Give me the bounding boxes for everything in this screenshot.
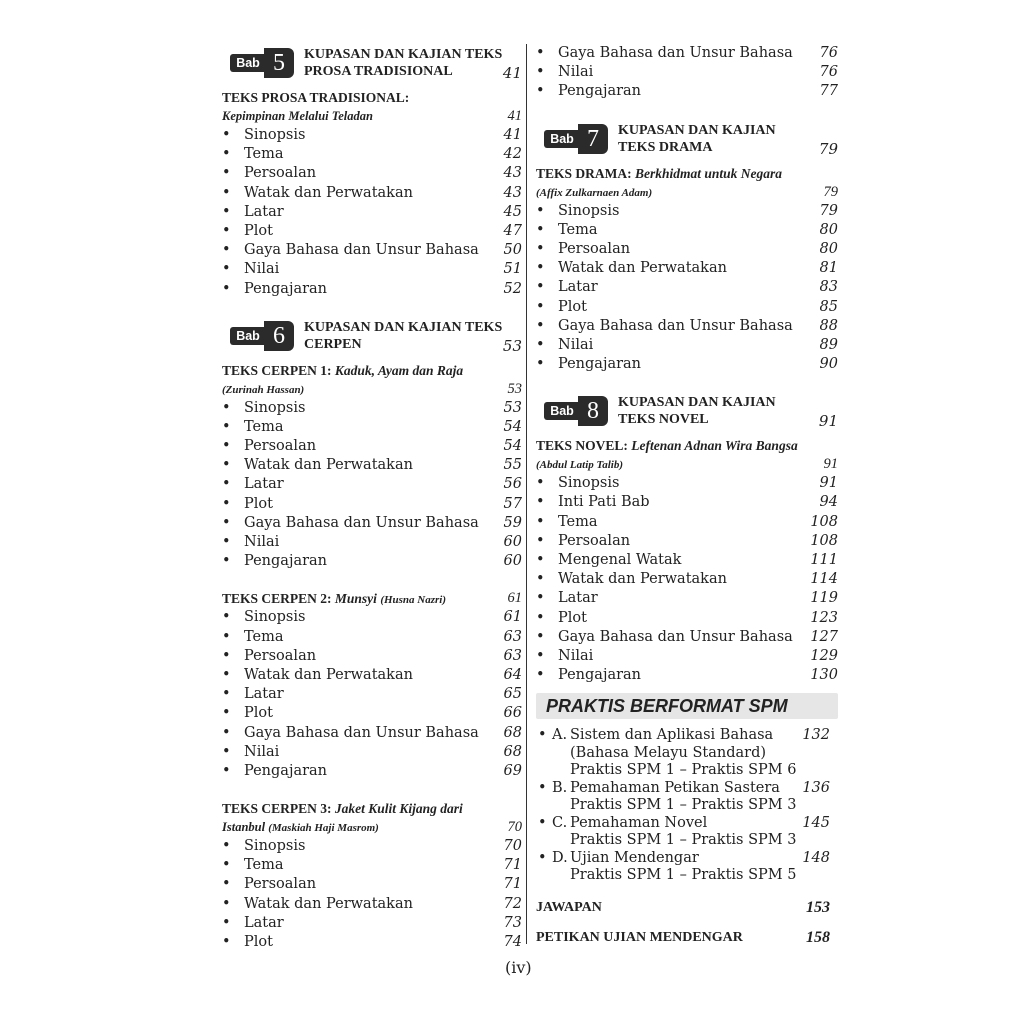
praktis-entry: [536, 727, 838, 780]
toc-entry: [222, 533, 522, 552]
toc-entry: [536, 240, 838, 259]
section-title: TEKS CERPEN 3: Jaket Kulit Kijang dari: [222, 801, 463, 817]
toc-entry-label: Pengajaran: [244, 280, 328, 297]
toc-entry: [536, 609, 838, 628]
toc-entry-page: 66: [503, 705, 522, 722]
toc-entry: [222, 399, 522, 418]
toc-entry: [536, 44, 838, 63]
toc-entry: [536, 532, 838, 551]
column-divider: [526, 44, 527, 944]
toc-entry-label: Sinopsis: [558, 202, 620, 219]
toc-entry-page: 85: [819, 298, 838, 315]
page-number: 53: [502, 336, 522, 355]
toc-entry-label: Sinopsis: [244, 399, 306, 416]
toc-entry: [536, 202, 838, 221]
toc-entry: [222, 724, 522, 743]
toc-entry-page: 108: [810, 513, 838, 530]
toc-entry-label: Watak dan Perwatakan: [244, 457, 413, 474]
toc-list-cerpen1: [222, 399, 522, 572]
section-subtitle: Kepimpinan Melalui Teladan 41: [222, 108, 522, 124]
toc-entry-page: 130: [810, 667, 838, 684]
toc-entry-label: Nilai: [244, 261, 280, 278]
toc-entry-label: Sinopsis: [244, 609, 306, 626]
toc-entry-page: 79: [819, 202, 838, 219]
toc-entry-page: 60: [503, 553, 522, 570]
toc-entry-page: 80: [819, 240, 838, 257]
toc-entry-label: Latar: [244, 476, 284, 493]
chapter-title: KUPASAN DAN KAJIAN TEKS CERPEN: [304, 319, 503, 352]
toc-entry: [536, 317, 838, 336]
toc-entry-page: 70: [503, 838, 522, 855]
toc-entry-label: Gaya Bahasa dan Unsur Bahasa: [558, 628, 793, 645]
toc-entry: [536, 493, 838, 512]
praktis-entry: [536, 780, 838, 815]
toc-entry-label: Latar: [244, 914, 284, 931]
toc-entry-label: Watak dan Perwatakan: [244, 895, 413, 912]
toc-entry-label: Nilai: [558, 64, 594, 81]
toc-entry-label: Persoalan: [244, 647, 317, 664]
toc-entry: [222, 837, 522, 856]
toc-entry: [222, 437, 522, 456]
toc-list-drama: [536, 202, 838, 375]
toc-entry: [222, 514, 522, 533]
toc-left-column: [222, 44, 522, 952]
praktis-line: Pemahaman Petikan Sastera: [570, 779, 780, 796]
toc-entry-page: 71: [503, 857, 522, 874]
toc-entry-page: 63: [503, 628, 522, 645]
toc-entry: [222, 875, 522, 894]
toc-entry-page: 129: [810, 647, 838, 664]
toc-entry-page: 81: [819, 260, 838, 277]
toc-entry-page: 91: [819, 475, 838, 492]
toc-entry-page: 56: [503, 476, 522, 493]
toc-entry-label: Gaya Bahasa dan Unsur Bahasa: [244, 242, 479, 259]
toc-entry-label: Persoalan: [244, 165, 317, 182]
toc-right-column: [536, 44, 838, 953]
toc-entry-label: Watak dan Perwatakan: [244, 184, 413, 201]
toc-entry-page: 127: [810, 628, 838, 645]
praktis-page: 132: [802, 727, 830, 744]
toc-entry-page: 69: [503, 762, 522, 779]
toc-entry-label: Sinopsis: [558, 475, 620, 492]
praktis-line: Ujian Mendengar: [570, 849, 699, 866]
toc-entry-page: 50: [503, 242, 522, 259]
toc-entry-label: Pengajaran: [244, 553, 328, 570]
section-title: TEKS PROSA TRADISIONAL:: [222, 90, 410, 105]
toc-entry-label: Watak dan Perwatakan: [558, 260, 727, 277]
toc-entry-page: 114: [810, 571, 838, 588]
toc-entry-page: 51: [503, 261, 522, 278]
toc-entry-page: 52: [503, 280, 522, 297]
toc-entry-label: Sinopsis: [244, 838, 306, 855]
toc-entry-label: Gaya Bahasa dan Unsur Bahasa: [558, 317, 793, 334]
toc-entry-label: Plot: [558, 609, 587, 626]
praktis-list: [536, 727, 838, 885]
toc-entry-page: 61: [503, 609, 522, 626]
section-author: (Zurinah Hassan) 53: [222, 380, 522, 397]
section-title: TEKS CERPEN 1: Kaduk, Ayam dan Raja: [222, 362, 464, 378]
toc-entry: [222, 628, 522, 647]
toc-list-continued: [536, 44, 838, 102]
toc-entry-page: 73: [503, 914, 522, 931]
toc-entry: [536, 259, 838, 278]
toc-entry-page: 72: [503, 895, 522, 912]
toc-entry-page: 41: [503, 127, 522, 143]
toc-entry-label: Plot: [244, 934, 273, 950]
toc-entry-label: Latar: [558, 279, 598, 296]
toc-entry: [536, 628, 838, 647]
toc-entry: [536, 513, 838, 532]
page-number: 41: [502, 64, 522, 82]
toc-entry-label: Watak dan Perwatakan: [244, 666, 413, 683]
toc-entry: [222, 418, 522, 437]
praktis-entry: [536, 850, 838, 885]
toc-entry-page: 65: [503, 686, 522, 703]
toc-entry: [536, 570, 838, 589]
toc-entry-label: Persoalan: [244, 876, 317, 893]
toc-entry-page: 111: [810, 552, 838, 568]
toc-entry-page: 63: [503, 647, 522, 664]
toc-entry-label: Mengenal Watak: [558, 552, 682, 568]
toc-entry-page: 55: [503, 457, 522, 474]
toc-entry-label: Plot: [244, 222, 273, 239]
praktis-letter: • D.: [552, 849, 568, 866]
toc-entry-page: 68: [503, 724, 522, 741]
toc-entry-label: Nilai: [244, 534, 280, 550]
section-title: TEKS CERPEN 2: Munsyi (Husna Nazri) 61: [222, 590, 522, 607]
toc-entry-page: 77: [819, 83, 838, 100]
toc-entry-page: 71: [503, 876, 522, 893]
toc-entry-page: 42: [503, 146, 522, 163]
praktis-letter: • B.: [552, 779, 568, 796]
toc-entry-label: Plot: [558, 298, 587, 315]
toc-entry-label: Nilai: [558, 647, 594, 664]
praktis-page: 145: [802, 814, 830, 831]
toc-entry-label: Nilai: [558, 336, 594, 353]
toc-list-cerpen3: [222, 837, 522, 952]
toc-entry: [536, 666, 838, 685]
toc-entry: [222, 241, 522, 260]
section-author: (Abdul Latip Talib) 91: [536, 456, 838, 473]
toc-entry-page: 80: [819, 221, 838, 238]
toc-entry-page: 74: [503, 934, 522, 950]
toc-entry-label: Tema: [244, 146, 284, 163]
toc-entry-label: Gaya Bahasa dan Unsur Bahasa: [244, 724, 479, 741]
chapter-title: KUPASAN DAN KAJIAN TEKS PROSA TRADISIONAL: [304, 47, 503, 79]
page-number: 91: [818, 412, 838, 431]
chapter-badge: Bab 6: [230, 321, 296, 351]
toc-entry: [222, 762, 522, 781]
toc-entry-label: Pengajaran: [244, 762, 328, 779]
toc-entry: [536, 355, 838, 374]
toc-entry-label: Tema: [244, 628, 284, 645]
toc-entry-label: Gaya Bahasa dan Unsur Bahasa: [244, 514, 479, 531]
toc-entry-page: 47: [503, 222, 522, 239]
toc-entry: [222, 164, 522, 183]
chapter-title: KUPASAN DAN KAJIAN TEKS NOVEL: [618, 395, 776, 428]
toc-entry-label: Tema: [244, 857, 284, 874]
toc-entry-page: 53: [503, 399, 522, 416]
jawapan-row: JAWAPAN 153: [536, 898, 830, 916]
toc-entry: [222, 704, 522, 723]
toc-entry-page: 64: [503, 666, 522, 683]
toc-entry: [536, 298, 838, 317]
praktis-header: PRAKTIS BERFORMAT SPM: [536, 691, 838, 721]
section-title: TEKS DRAMA: Berkhidmat untuk Negara: [536, 165, 783, 181]
toc-entry: [536, 551, 838, 570]
praktis-line: Praktis SPM 1 – Praktis SPM 5: [570, 867, 797, 884]
toc-entry: [222, 552, 522, 571]
praktis-line: (Bahasa Melayu Standard): [570, 744, 767, 761]
toc-entry-label: Tema: [558, 513, 598, 530]
chapter-title: KUPASAN DAN KAJIAN TEKS DRAMA: [618, 122, 776, 155]
praktis-line: Praktis SPM 1 – Praktis SPM 3: [570, 832, 797, 849]
toc-entry: [222, 666, 522, 685]
toc-entry: [222, 475, 522, 494]
toc-entry: [222, 608, 522, 627]
toc-entry: [222, 895, 522, 914]
toc-entry-page: 119: [810, 590, 838, 607]
praktis-page: 136: [802, 779, 830, 796]
toc-entry-page: 83: [819, 279, 838, 296]
toc-entry: [222, 280, 522, 299]
toc-entry-label: Watak dan Perwatakan: [558, 571, 727, 588]
section-title: TEKS NOVEL: Leftenan Adnan Wira Bangsa: [536, 438, 798, 454]
toc-entry-label: Tema: [244, 418, 284, 435]
toc-entry-page: 76: [819, 64, 838, 81]
toc-entry: [222, 260, 522, 279]
chapter-badge: Bab 7: [544, 124, 610, 154]
toc-entry: [222, 933, 522, 952]
toc-entry-label: Latar: [244, 203, 284, 220]
toc-entry-label: Inti Pati Bab: [558, 494, 650, 511]
toc-entry-label: Plot: [244, 495, 273, 512]
toc-entry: [536, 82, 838, 101]
bab-6-header: [222, 317, 522, 357]
toc-entry-label: Persoalan: [558, 532, 631, 549]
toc-entry: [222, 914, 522, 933]
toc-entry-label: Latar: [558, 590, 598, 607]
page-number: 79: [818, 139, 838, 158]
toc-entry: [222, 456, 522, 475]
toc-entry-page: 123: [810, 609, 838, 626]
praktis-line: Pemahaman Novel: [570, 814, 708, 831]
praktis-line: Praktis SPM 1 – Praktis SPM 3: [570, 797, 797, 814]
section-author: (Affix Zulkarnaen Adam) 79: [536, 183, 838, 200]
toc-entry-page: 108: [810, 532, 838, 549]
toc-entry: [536, 278, 838, 297]
toc-entry-label: Pengajaran: [558, 667, 642, 684]
toc-entry-page: 60: [503, 534, 522, 550]
toc-entry: [536, 474, 838, 493]
praktis-line: Sistem dan Aplikasi Bahasa: [570, 727, 774, 744]
toc-entry: [536, 647, 838, 666]
praktis-letter: • C.: [552, 814, 568, 831]
chapter-badge: Bab 8: [544, 396, 610, 426]
toc-entry: [222, 203, 522, 222]
toc-entry: [222, 743, 522, 762]
toc-entry-page: 90: [819, 356, 838, 373]
toc-entry-label: Plot: [244, 705, 273, 722]
toc-entry-page: 43: [503, 184, 522, 201]
page-footer-number: (iv): [505, 958, 532, 977]
toc-entry-label: Pengajaran: [558, 356, 642, 373]
bab-5-header: [222, 44, 522, 84]
toc-entry: [536, 589, 838, 608]
toc-entry: [536, 336, 838, 355]
toc-entry-page: 45: [503, 203, 522, 220]
toc-entry-page: 76: [819, 45, 838, 61]
toc-entry: [222, 126, 522, 145]
toc-entry-label: Latar: [244, 686, 284, 703]
toc-entry-label: Pengajaran: [558, 83, 642, 100]
section-subtitle: Istanbul (Maskiah Haji Masrom) 70: [222, 819, 522, 836]
toc-entry-page: 89: [819, 336, 838, 353]
toc-entry-label: Gaya Bahasa dan Unsur Bahasa: [558, 45, 793, 61]
toc-entry-page: 68: [503, 743, 522, 760]
toc-entry: [222, 145, 522, 164]
toc-entry: [222, 685, 522, 704]
toc-entry: [536, 63, 838, 82]
toc-entry-label: Tema: [558, 221, 598, 238]
toc-entry-page: 54: [503, 418, 522, 435]
toc-entry-label: Sinopsis: [244, 127, 306, 143]
chapter-badge: Bab 5: [230, 48, 296, 78]
toc-entry-page: 94: [819, 494, 838, 511]
toc-entry: [222, 856, 522, 875]
bab-7-header: [536, 120, 838, 160]
praktis-line: Praktis SPM 1 – Praktis SPM 6: [570, 762, 797, 779]
toc-entry: [536, 221, 838, 240]
toc-entry: [222, 647, 522, 666]
toc-entry-page: 57: [503, 495, 522, 512]
toc-list-novel: [536, 474, 838, 685]
praktis-entry: [536, 815, 838, 850]
praktis-page: 148: [802, 849, 830, 866]
toc-entry-page: 43: [503, 165, 522, 182]
toc-entry-page: 88: [819, 317, 838, 334]
toc-entry: [222, 222, 522, 241]
toc-entry-label: Persoalan: [558, 240, 631, 257]
toc-entry-label: Persoalan: [244, 438, 317, 455]
toc-entry: [222, 184, 522, 203]
toc-entry: [222, 495, 522, 514]
toc-list-bab5: [222, 126, 522, 299]
toc-entry-label: Nilai: [244, 743, 280, 760]
praktis-letter: • A.: [552, 727, 568, 744]
bab-8-header: [536, 392, 838, 432]
petikan-row: PETIKAN UJIAN MENDENGAR 158: [536, 928, 830, 946]
toc-list-cerpen2: [222, 608, 522, 781]
toc-entry-page: 59: [503, 514, 522, 531]
toc-entry-page: 54: [503, 438, 522, 455]
